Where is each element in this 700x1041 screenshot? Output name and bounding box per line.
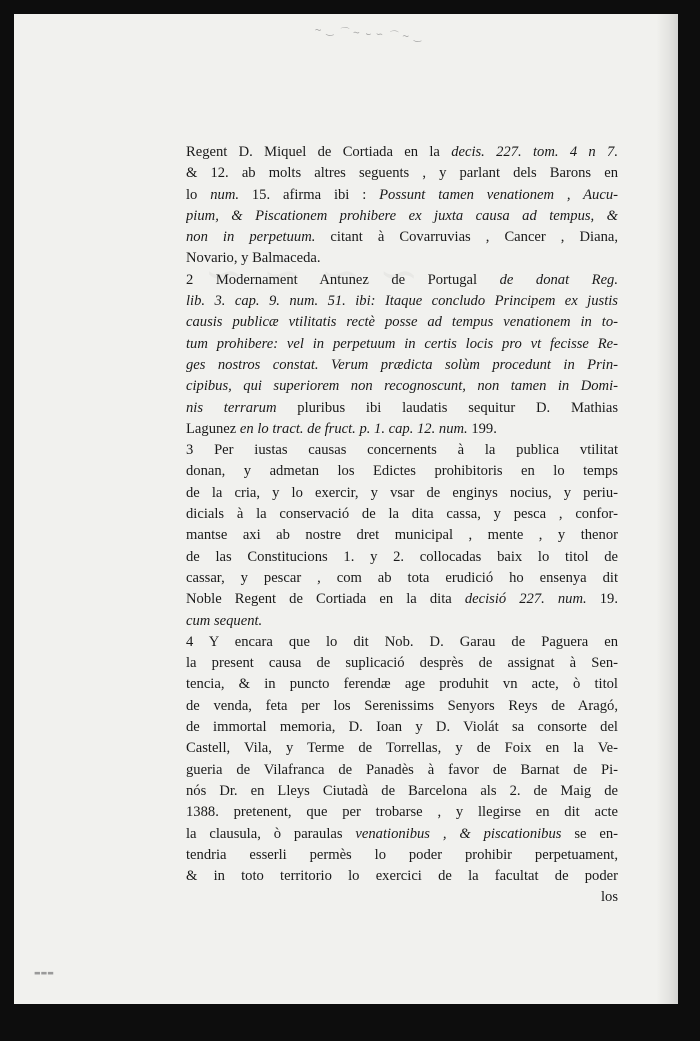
italic-segment: non in perpetuum. (186, 229, 316, 246)
text-line (186, 185, 618, 206)
italic-segment: ges nostros constat. Verum prædicta solùm procedunt in Prin- (186, 356, 618, 373)
text-segment: Regent D. Miquel de Cortiada en la (186, 144, 452, 160)
text-segment: Lagunez (186, 420, 240, 437)
text-line (186, 781, 618, 802)
text-segment: 1388. pretenent, que per trobarse , y llegirse en dit acte (186, 804, 618, 821)
text-line (186, 334, 618, 355)
text-line (186, 312, 618, 333)
italic-segment: venationibus , & piscationibus (355, 825, 562, 842)
text-line (186, 866, 618, 887)
text-segment: 3 Per iustas causas concernents à la publica vtilitat (186, 442, 618, 459)
italic-segment: decis. 227. tom. 4 n 7. (451, 144, 618, 160)
text-line (186, 525, 618, 546)
text-line (186, 845, 618, 866)
text-segment: tencia, & in puncto ferendæ age produhit vn acte, ò titol (186, 676, 618, 693)
text-line (186, 717, 618, 738)
text-segment: Noble Regent de Cortiada en la dita (186, 591, 465, 608)
text-line (186, 206, 618, 227)
text-segment: cassar, y pescar , com ab tota erudició ho ensenya dit (186, 569, 618, 586)
text-line (186, 547, 618, 568)
text-segment: lo (186, 186, 211, 203)
text-line (186, 355, 618, 376)
text-segment: la clausula, ò paraulas (186, 825, 356, 842)
italic-segment: tum prohibere: vel in perpetuum in certis locis pro vt fecisse Re- (186, 335, 618, 352)
italic-segment: lib. 3. cap. 9. num. 51. ibi: Itaque concludo Principem ex justis (186, 293, 618, 310)
text-segment: & in toto territorio lo exercici de la facultat de poder (186, 868, 618, 885)
text-segment: 199. (467, 420, 497, 437)
text-segment: 15. afirma ibi : (239, 186, 380, 203)
italic-segment: cipibus, qui superiorem non recognoscunt, non tamen in Domi- (186, 378, 618, 395)
italic-segment: causis publicæ vtilitatis rectè posse ad tempus venationem in to- (186, 314, 618, 331)
text-line (186, 270, 618, 291)
text-segment: Castell, Vila, y Terme de Torrellas, y de Foix en la Ve- (186, 740, 618, 757)
text-segment: de la cria, y lo exercir, y vsar de enginys nocius, y periu- (186, 484, 618, 501)
text-line (186, 504, 618, 525)
text-line (186, 248, 618, 269)
text-segment: de immortal memoria, D. Ioan y D. Violát sa consorte del (186, 719, 618, 736)
text-line (186, 376, 618, 397)
text-line (186, 696, 618, 717)
text-line (186, 760, 618, 781)
page-fold-shadow (656, 14, 678, 1004)
document-body-text (186, 142, 618, 909)
text-line (186, 674, 618, 695)
text-segment: mantse axi ab nostre dret municipal , mente , y thenor (186, 527, 618, 544)
text-line (186, 227, 618, 248)
text-segment: donan, y admetan los Edictes prohibitoris en lo temps (186, 463, 618, 480)
text-line (186, 440, 618, 461)
italic-segment: nis terrarum (186, 399, 277, 416)
text-segment: nós Dr. en Lleys Ciutadà de Barcelona als 2. de Maig de (186, 782, 618, 799)
text-line (186, 483, 618, 504)
text-segment: 4 Y encara que lo dit Nob. D. Garau de Paguera en (186, 633, 618, 650)
text-line (186, 589, 618, 610)
italic-segment: num. (210, 186, 240, 203)
text-segment: de venda, feta per los Serenissims Senyors Reys de Aragó, (186, 697, 618, 714)
text-line (186, 142, 618, 163)
text-line (186, 653, 618, 674)
italic-segment: pium, & Piscationem prohibere ex juxta causa ad tempus, & (186, 207, 618, 224)
text-segment: pluribus ibi laudatis sequitur D. Mathias (276, 399, 618, 416)
text-line (186, 291, 618, 312)
text-line (186, 824, 618, 845)
catchword: los (600, 889, 618, 906)
faint-handwritten-marginal-note: ∼ ‿ ⌒ ∼ ⌣ ∽ ⌒ ∼ ‿ (313, 25, 423, 44)
text-segment: 19. (586, 591, 618, 608)
text-line (186, 461, 618, 482)
italic-segment: decisió 227. num. (464, 591, 587, 608)
text-segment: 2 Modernament Antunez de Portugal (186, 271, 500, 288)
text-line (186, 398, 618, 419)
text-segment: dicials à la conservació de la dita cassa, y pesca , confor- (186, 506, 618, 523)
text-segment: tendria esserli permès lo poder prohibir perpetuament, (186, 846, 618, 863)
archive-corner-mark: ▬▬▬ (34, 969, 54, 977)
italic-segment: en lo tract. de fruct. p. 1. cap. 12. num. (239, 420, 468, 437)
text-segment: gueria de Vilafranca de Panadès à favor de Barnat de Pi- (186, 761, 618, 778)
text-line (186, 802, 618, 823)
text-line (186, 632, 618, 653)
text-line (186, 738, 618, 759)
text-segment: la present causa de suplicació desprès de assignat à Sen- (186, 655, 618, 672)
text-line (186, 419, 618, 440)
text-segment: se en- (561, 825, 618, 842)
text-segment: Novario, y Balmaceda. (186, 250, 321, 267)
text-line (186, 568, 618, 589)
text-segment: de las Constitucions 1. y 2. collocadas baix lo titol de (186, 548, 618, 565)
italic-segment: cum sequent. (186, 612, 263, 629)
text-line (186, 163, 618, 184)
text-line (186, 611, 618, 632)
text-segment: & 12. ab molts altres seguents , y parlant dels Barons en (186, 165, 618, 182)
italic-segment: de donat Reg. (499, 271, 618, 288)
italic-segment: Possunt tamen venationem , Aucu- (379, 186, 618, 203)
text-segment: citant à Covarruvias , Cancer , Diana, (315, 229, 618, 246)
